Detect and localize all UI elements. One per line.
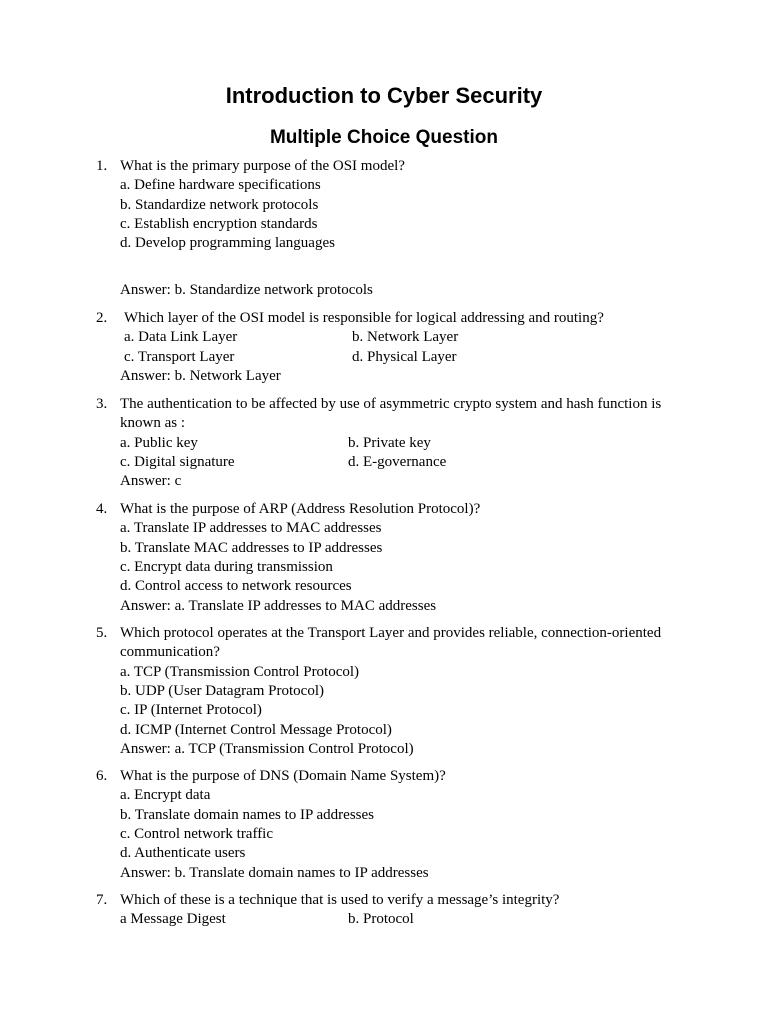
option-c: c. Encrypt data during transmission bbox=[120, 558, 333, 575]
question-number: 2. bbox=[96, 310, 108, 326]
option-c: c. IP (Internet Protocol) bbox=[120, 702, 262, 719]
option-b: b. Translate domain names to IP addresses bbox=[120, 806, 374, 823]
question-number: 4. bbox=[96, 501, 108, 517]
answer-text: Answer: a. TCP (Transmission Control Protocol) bbox=[120, 740, 414, 757]
option-d: d. Control access to network resources bbox=[120, 578, 352, 595]
option-a: a. Data Link Layer bbox=[124, 329, 238, 346]
option-d: d. ICMP (Internet Control Message Protocol) bbox=[120, 721, 392, 738]
question-text-line-2: known as : bbox=[120, 415, 185, 432]
document-subtitle: Multiple Choice Question bbox=[269, 127, 498, 148]
question-text: What is the primary purpose of the OSI model? bbox=[120, 158, 405, 174]
question-number: 1. bbox=[96, 158, 108, 174]
option-a: a. Define hardware specifications bbox=[120, 177, 321, 194]
option-b: b. UDP (User Datagram Protocol) bbox=[120, 682, 324, 699]
question-text: Which layer of the OSI model is responsible for logical addressing and routing? bbox=[124, 310, 604, 326]
option-d: d. E-governance bbox=[348, 453, 447, 470]
option-b: b. Translate MAC addresses to IP addresses bbox=[120, 539, 383, 556]
question-text-line-1: The authentication to be affected by use of asymmetric crypto system and hash function is bbox=[120, 396, 662, 412]
question-text-line-2: communication? bbox=[120, 644, 220, 661]
option-d: d. Authenticate users bbox=[120, 845, 246, 862]
answer-text: Answer: a. Translate IP addresses to MAC addresses bbox=[120, 597, 437, 614]
question-text: What is the purpose of ARP (Address Resolution Protocol)? bbox=[120, 501, 481, 517]
answer-text: Answer: b. Translate domain names to IP addresses bbox=[120, 864, 429, 881]
option-a: a Message Digest bbox=[120, 911, 226, 928]
question-number: 6. bbox=[96, 768, 108, 784]
question-text: Which of these is a technique that is used to verify a message’s integrity? bbox=[120, 892, 560, 908]
option-b: b. Network Layer bbox=[352, 329, 459, 346]
option-a: a. Translate IP addresses to MAC addresses bbox=[120, 520, 382, 537]
answer-text: Answer: b. Network Layer bbox=[120, 367, 281, 384]
option-d: d. Physical Layer bbox=[352, 348, 457, 365]
question-text: What is the purpose of DNS (Domain Name System)? bbox=[120, 768, 446, 784]
option-c: c. Digital signature bbox=[120, 453, 235, 470]
option-c: c. Establish encryption standards bbox=[120, 215, 318, 232]
option-c: c. Transport Layer bbox=[124, 348, 235, 365]
option-b: b. Protocol bbox=[348, 911, 414, 928]
option-a: a. Public key bbox=[120, 434, 198, 451]
document-title: Introduction to Cyber Security bbox=[225, 83, 543, 108]
question-text-line-1: Which protocol operates at the Transport Layer and provides reliable, connection-oriented bbox=[120, 625, 662, 641]
option-d: d. Develop programming languages bbox=[120, 235, 335, 252]
option-b: b. Private key bbox=[348, 434, 431, 451]
question-number: 3. bbox=[96, 396, 108, 412]
answer-text: Answer: c bbox=[120, 473, 182, 490]
answer-text: Answer: b. Standardize network protocols bbox=[120, 282, 373, 298]
question-number: 5. bbox=[96, 625, 108, 641]
option-a: a. Encrypt data bbox=[120, 787, 211, 804]
option-c: c. Control network traffic bbox=[120, 825, 274, 842]
option-a: a. TCP (Transmission Control Protocol) bbox=[120, 663, 360, 680]
question-number: 7. bbox=[96, 892, 108, 908]
option-b: b. Standardize network protocols bbox=[120, 196, 319, 213]
